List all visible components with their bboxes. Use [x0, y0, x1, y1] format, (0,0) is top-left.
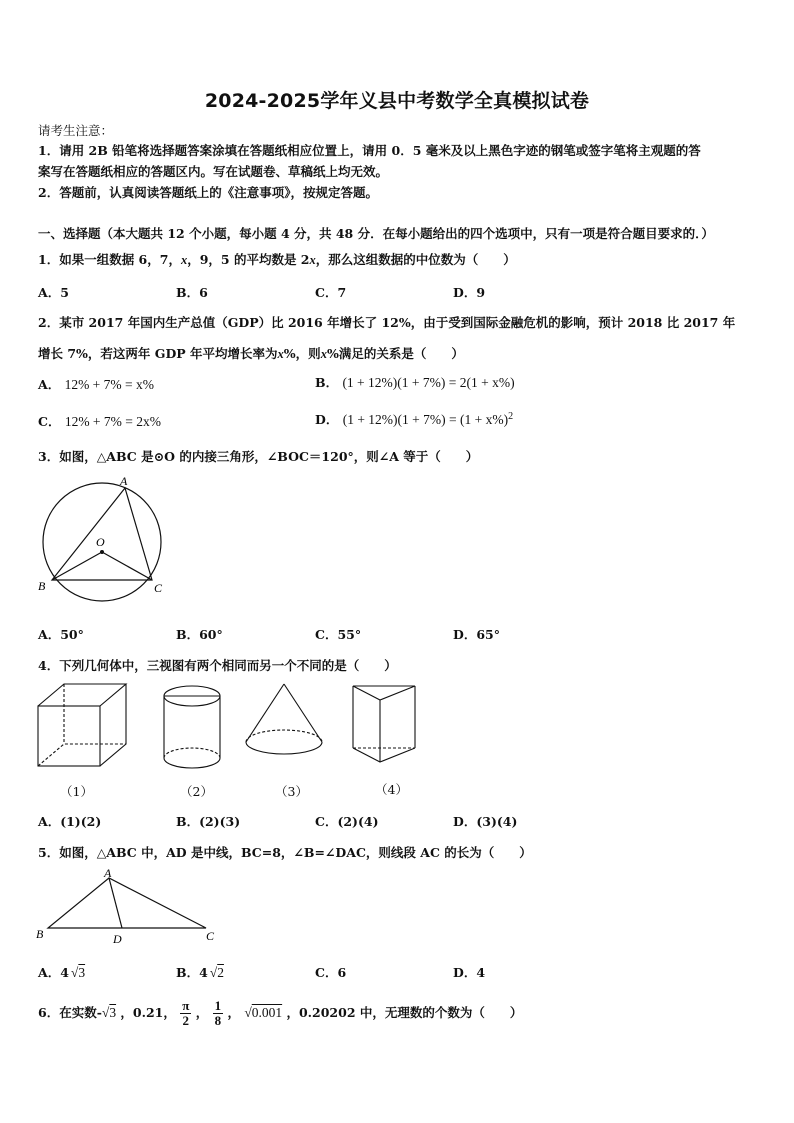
q3-option-c[interactable]: C．55°	[315, 627, 362, 642]
caption-1: （1）	[60, 784, 93, 799]
label-b-2: B	[36, 927, 44, 941]
q5-option-a[interactable]: A．4 √3	[38, 965, 86, 980]
label-d: D	[113, 932, 122, 946]
prism-solid	[353, 686, 415, 762]
triangle-abc	[52, 488, 152, 580]
label-o: O	[96, 535, 105, 549]
q2-option-a[interactable]: A． 12% + 7% = x%	[38, 377, 155, 392]
notice-heading: 请考生注意：	[38, 123, 114, 138]
q1-option-c[interactable]: C．7	[315, 285, 347, 300]
q1-option-b[interactable]: B．6	[176, 285, 208, 300]
q2-option-c[interactable]: C． 12% + 7% = 2x%	[38, 414, 162, 429]
q2-option-d[interactable]: D． $(1 + 12\%)(1 + 7\%) = (1 + x\%)^2$	[315, 410, 514, 427]
triangle-median-figure	[30, 866, 230, 946]
label-a-2: A	[104, 866, 112, 880]
question-1-stem: 1．如果一组数据 6，7，x，9，5 的平均数是 2x，那么这组数据的中位数为（ ）	[38, 252, 516, 267]
section-heading: 一、选择题（本大题共 12 个小题，每小题 4 分，共 48 分．在每小题给出的四个选项中，只有一项是符合题目要求的．）	[38, 226, 714, 241]
question-2-stem-b: 增长 7%，若这两年 GDP 年平均增长率为x%，则x%满足的关系是（ ）	[38, 346, 464, 361]
label-c: C	[154, 581, 163, 595]
cylinder-solid	[164, 686, 220, 768]
q5-option-b[interactable]: B．4 √2	[176, 965, 224, 980]
solids-figure	[30, 678, 430, 770]
notice-line-1a: 1．请用 2B 铅笔将选择题答案涂填在答题纸相应位置上，请用 0．5 毫米及以上黑色字迹的钢笔或签字笔将主观题的答	[38, 143, 701, 158]
page-title: 2024-2025学年义县中考数学全真模拟试卷	[204, 90, 590, 112]
triangle-abc-2	[48, 878, 206, 928]
q4-option-a[interactable]: A．(1)(2)	[38, 814, 102, 829]
question-4-stem: 4．下列几何体中，三视图有两个相同而另一个不同的是（ ）	[38, 658, 397, 673]
q1-option-d[interactable]: D．9	[453, 285, 486, 300]
question-6-stem: 6．在实数-√3 ，0.21， $\frac{\pi}{2}$ ， $\frac{1}{8}$ ， √0.001 ，0.20202 中，无理数的个数为（ ）	[38, 998, 523, 1028]
q1-option-a[interactable]: A．5	[38, 285, 69, 300]
label-c-2: C	[206, 929, 215, 943]
center-point-o	[100, 550, 104, 554]
segment-ob	[52, 552, 102, 580]
q3-option-d[interactable]: D．65°	[453, 627, 500, 642]
q3-option-a[interactable]: A．50°	[38, 627, 84, 642]
fraction-pi-over-2: $\frac{\pi}{2}$	[182, 998, 190, 1028]
question-2-stem-a: 2．某市 2017 年国内生产总值（GDP）比 2016 年增长了 12%，由于受到国际金融危机的影响，预计 2018 比 2017 年	[38, 315, 736, 330]
circle-triangle-figure	[30, 472, 180, 617]
caption-4: （4）	[375, 782, 408, 797]
cube-solid	[38, 684, 126, 766]
q5-option-d[interactable]: D．4	[453, 965, 486, 980]
q5-option-c[interactable]: C．6	[315, 965, 347, 980]
notice-line-1b: 案写在答题纸相应的答题区内。写在试题卷、草稿纸上均无效。	[38, 164, 389, 179]
q4-option-b[interactable]: B．(2)(3)	[176, 814, 241, 829]
caption-3: （3）	[275, 784, 308, 799]
fraction-1-over-8: $\frac{1}{8}$	[214, 998, 222, 1028]
notice-line-2: 2．答题前，认真阅读答题纸上的《注意事项》，按规定答题。	[38, 185, 378, 200]
label-a: A	[120, 474, 128, 488]
q4-option-d[interactable]: D．(3)(4)	[453, 814, 518, 829]
q2-option-b[interactable]: B． (1 + 12%)(1 + 7%) = 2(1 + x%)	[315, 375, 515, 390]
q3-option-b[interactable]: B．60°	[176, 627, 223, 642]
label-b: B	[38, 579, 46, 593]
caption-2: （2）	[180, 784, 213, 799]
median-ad	[109, 878, 122, 928]
question-3-stem: 3．如图，△ABC 是⊙O 的内接三角形，∠BOC＝120°，则∠A 等于（ ）	[38, 449, 479, 464]
question-5-stem: 5．如图，△ABC 中，AD 是中线，BC=8，∠B=∠DAC，则线段 AC 的长为（ ）	[38, 845, 532, 860]
q4-option-c[interactable]: C．(2)(4)	[315, 814, 379, 829]
cone-solid	[246, 684, 322, 754]
